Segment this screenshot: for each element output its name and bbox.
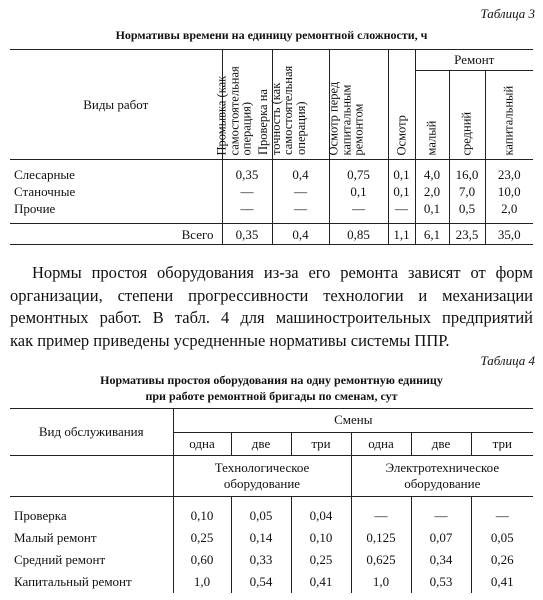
table3-title: Нормативы времени на единицу ремонтной сложности, ч [115, 28, 428, 42]
table4-caption: Таблица 4 [480, 353, 535, 368]
table3-header-inspection-before: Осмотр перед капитальным ремонтом [329, 50, 388, 160]
body-paragraph [10, 262, 533, 352]
table3 [10, 49, 533, 245]
table3-caption: Таблица 3 [480, 6, 535, 21]
table4-title-line1: Нормативы простоя оборудования на одну ремонтную единицу [100, 373, 443, 387]
table4 [10, 408, 533, 593]
table4-shift-label: две [231, 432, 291, 456]
table3-header-repair: Ремонт [415, 50, 533, 71]
table4-group-technological: Технологическое оборудование [173, 456, 351, 497]
table4-shift-label: одна [351, 432, 411, 456]
table3-header-medium: средний [449, 71, 485, 160]
table4-shift-label: две [411, 432, 471, 456]
table4-header-shifts: Смены [173, 409, 533, 433]
paragraph-line: организации, степени прогрессивности технологии и механизации [10, 285, 533, 305]
paragraph-line: ремонтных работ. В табл. 4 для машиностроительных предприятий [10, 308, 533, 327]
table4-shift-label: три [291, 432, 351, 456]
table4-row: Средний ремонт 0,60 0,33 0,25 0,625 0,34 0,26 [10, 549, 533, 571]
table3-total-row: Всего 0,35 0,4 0,85 1,1 6,1 23,5 35,0 [10, 224, 533, 245]
table4-header-service-type: Вид обслуживания [10, 409, 173, 456]
table4-group-electrotechnical: Электротехническое оборудование [351, 456, 533, 497]
table4-shift-label: одна [173, 432, 231, 456]
table4-row: Проверка 0,10 0,05 0,04 — — — [10, 505, 533, 527]
paragraph-line: Нормы простоя оборудования из-за его ремонта зависят от форм [32, 263, 533, 282]
table3-row: Станочные — — 0,1 0,1 2,0 7,0 10,0 [10, 183, 533, 200]
paragraph-line: как пример приведены усредненные нормативы системы ППР. [10, 330, 450, 350]
table3-header-inspection: Осмотр [388, 50, 415, 160]
table3-row: Прочие — — — — 0,1 0,5 2,0 [10, 200, 533, 217]
table3-header-work-types: Виды работ [10, 50, 222, 160]
table3-header-capital: капитальный [485, 71, 533, 160]
table3-row: Слесарные 0,35 0,4 0,75 0,1 4,0 16,0 23,0 [10, 166, 533, 183]
table3-header-washing: Промывка (как самостоятельная операция) [222, 50, 272, 160]
table4-row: Малый ремонт 0,25 0,14 0,10 0,125 0,07 0,05 [10, 527, 533, 549]
table4-shift-label: три [471, 432, 533, 456]
table3-header-precision: Проверка на точность (как самостоятельная операция) [272, 50, 329, 160]
table4-row: Капитальный ремонт 1,0 0,54 0,41 1,0 0,53 0,41 [10, 571, 533, 593]
table3-header-small: малый [415, 71, 449, 160]
table4-title-line2: при работе ремонтной бригады по сменам, сут [145, 389, 398, 403]
